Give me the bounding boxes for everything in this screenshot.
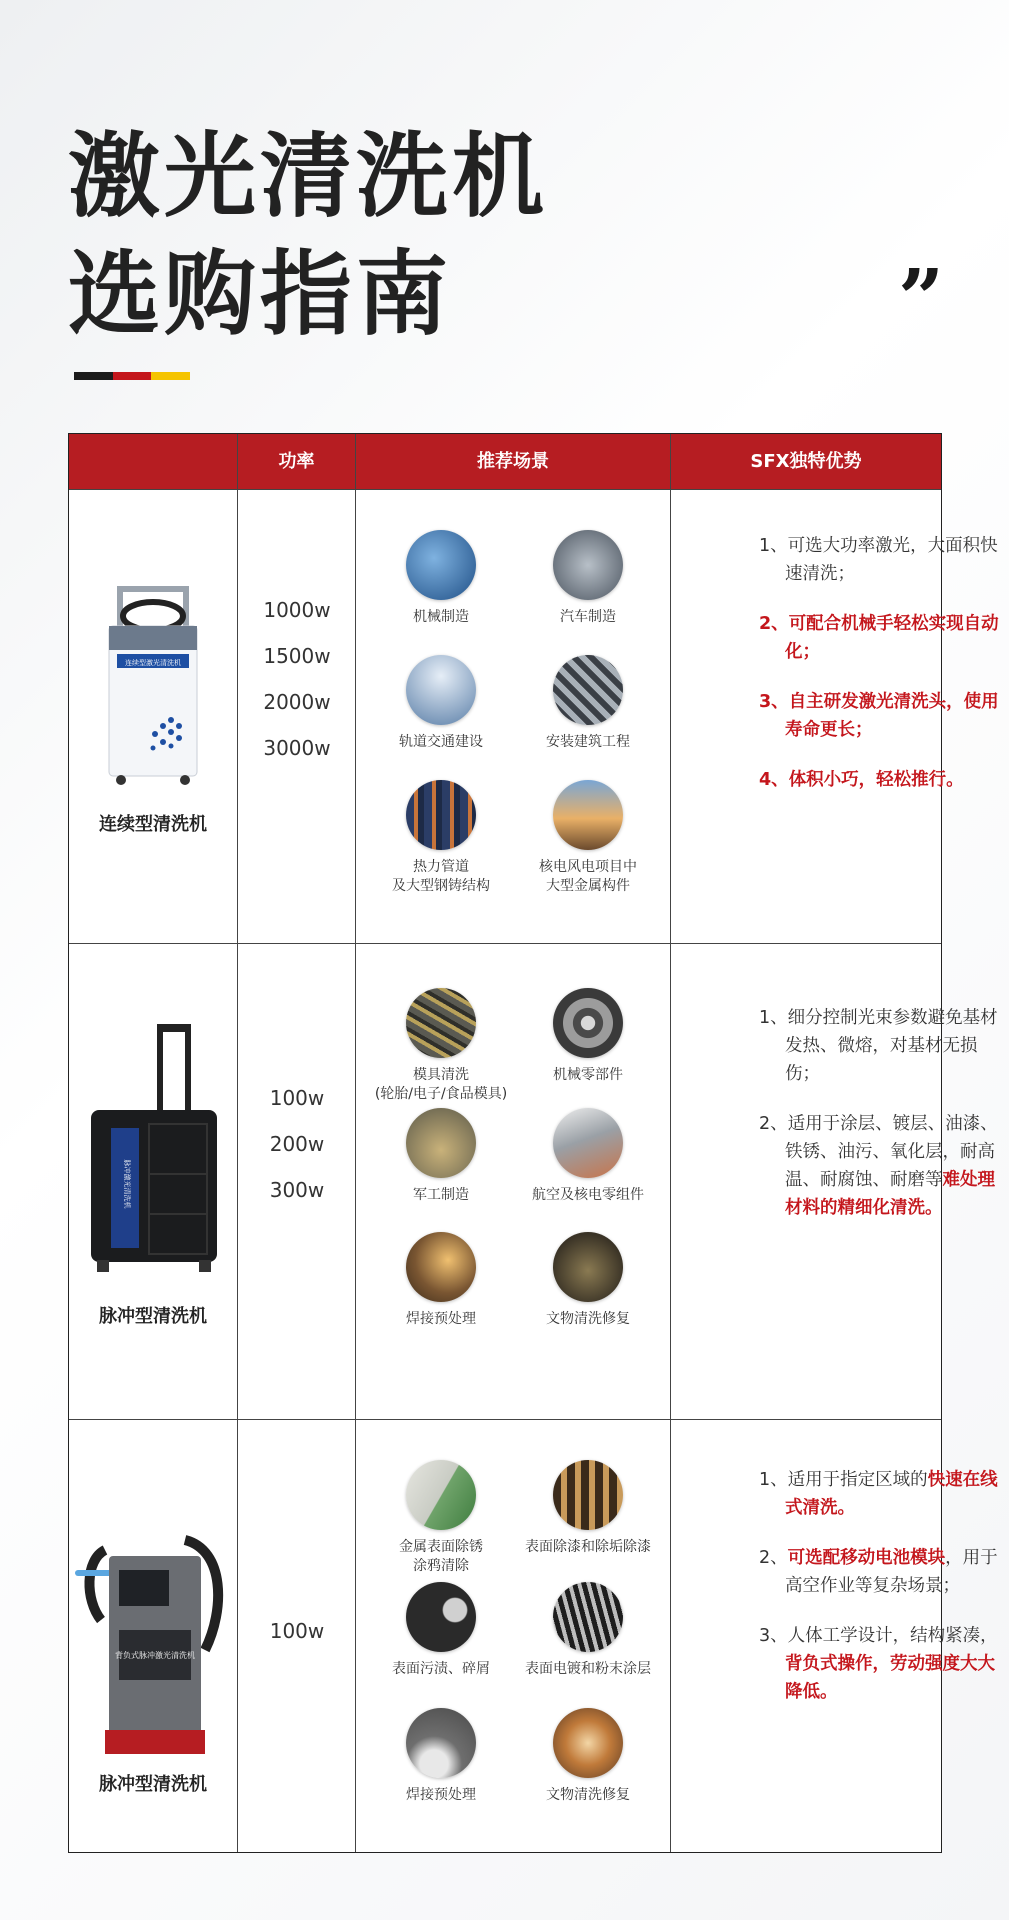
bearing-photo-icon: [553, 988, 623, 1058]
flag-stripe: [74, 372, 190, 380]
power-value: 100w: [269, 1086, 325, 1110]
advantages-list: [759, 532, 1009, 816]
machine-panel-text: 背负式脉冲激光清洗机: [115, 1651, 195, 1660]
scene-label: 文物清洗修复: [546, 1787, 630, 1803]
scene-label: 热力管道 及大型钢铸结构: [392, 859, 490, 894]
header-advantages: SFX独特优势: [750, 451, 862, 472]
coating-photo-icon: [553, 1582, 623, 1652]
welding-photo-icon: [406, 1232, 476, 1302]
cooling-tower-photo-icon: [553, 780, 623, 850]
scene-item: [513, 1582, 663, 1679]
advantage-item: 2、适用于涂层、镀层、油漆、铁锈、油污、氧化层，耐高温、耐腐蚀、耐磨等难处理材料的精细化清洗。: [759, 1114, 998, 1218]
military-photo-icon: [406, 1108, 476, 1178]
title-line-2: 选购指南: [68, 241, 453, 348]
scene-label: 航空及核电零组件: [532, 1187, 644, 1203]
scene-item: [513, 1708, 663, 1805]
table-row: [69, 1420, 998, 1852]
scene-item: [366, 655, 516, 752]
scene-label: 机械零部件: [553, 1067, 623, 1083]
scene-item: [366, 1460, 516, 1576]
relic-photo-icon: [553, 1232, 623, 1302]
car-assembly-photo-icon: [553, 530, 623, 600]
power-list: [238, 1075, 356, 1213]
flag-stripe-red: [113, 372, 152, 380]
power-value: 1500w: [263, 644, 331, 668]
scene-item: [366, 988, 516, 1104]
machine-name: 脉冲型清洗机: [99, 1306, 207, 1327]
advantage-item: 3、人体工学设计，结构紧凑，背负式操作，劳动强度大大降低。: [759, 1626, 998, 1702]
scene-item: [513, 530, 663, 627]
scene-label: 军工制造: [413, 1187, 469, 1203]
scene-label: 机械制造: [413, 609, 469, 625]
scene-item: [513, 655, 663, 752]
weld-seam-photo-icon: [406, 1708, 476, 1778]
advantage-item: 1、适用于指定区域的快速在线式清洗。: [759, 1470, 998, 1518]
machine-name: 连续型清洗机: [99, 814, 207, 835]
scene-label: 模具清洗 (轮胎/电子/食品模具): [374, 1067, 508, 1102]
advantage-item: 1、可选大功率激光，大面积快速清洗；: [759, 536, 998, 584]
advantages-list: [759, 1004, 1009, 1244]
scene-item: [513, 1460, 663, 1557]
advantage-item: 4、体积小巧，轻松推行。: [759, 770, 964, 790]
title-line-1: 激光清洗机: [68, 123, 549, 230]
power-value: 300w: [269, 1178, 325, 1202]
header-machine: [69, 434, 237, 489]
table-header: [69, 434, 941, 489]
power-value: 100w: [269, 1619, 325, 1643]
scene-label: 表面电镀和粉末涂层: [525, 1661, 651, 1677]
pulse-cleaner-case-icon: [91, 1024, 217, 1274]
advantage-item: 2、可选配移动电池模块，用于高空作业等复杂场景；: [759, 1548, 998, 1596]
pipeline-photo-icon: [406, 780, 476, 850]
table-row: [69, 490, 999, 943]
header-power: 功率: [278, 451, 315, 472]
power-value: 3000w: [263, 736, 331, 760]
scene-label: 金属表面除锈 涂鸦清除: [399, 1539, 483, 1574]
scene-item: [366, 1232, 516, 1329]
machine-panel-text: 脉冲激光清洗机: [123, 1159, 131, 1209]
scene-label: 文物清洗修复: [546, 1311, 630, 1327]
scene-item: [366, 780, 516, 896]
continuous-cleaner-machine-icon: [103, 586, 203, 786]
scene-item: [366, 1108, 516, 1205]
power-list: [238, 587, 356, 771]
table-row: [69, 944, 998, 1419]
scene-item: [366, 1708, 516, 1805]
power-value: 1000w: [263, 598, 331, 622]
mold-photo-icon: [406, 988, 476, 1058]
power-value: 200w: [269, 1132, 325, 1156]
paint-removal-photo-icon: [553, 1460, 623, 1530]
header-scenes: 推荐场景: [477, 451, 549, 472]
scene-label: 安装建筑工程: [546, 734, 630, 750]
page-title: [68, 118, 548, 354]
selection-table: [68, 433, 999, 1853]
quote-mark-icon: ”: [898, 251, 945, 345]
scene-label: 汽车制造: [560, 609, 616, 625]
pulse-cleaner-backpack-icon: [75, 1530, 231, 1760]
advantage-item: 2、可配合机械手轻松实现自动化；: [759, 614, 999, 662]
tire-photo-icon: [406, 1582, 476, 1652]
scene-label: 轨道交通建设: [399, 734, 483, 750]
scene-label: 表面污渍、碎屑: [392, 1661, 490, 1677]
steel-structure-photo-icon: [553, 655, 623, 725]
scene-label: 焊接预处理: [406, 1787, 476, 1803]
railway-photo-icon: [406, 655, 476, 725]
flag-stripe-yellow: [151, 372, 190, 380]
scene-label: 表面除漆和除垢除漆: [525, 1539, 651, 1555]
robot-arm-photo-icon: [406, 530, 476, 600]
scene-item: [366, 530, 516, 627]
scene-label: 焊接预处理: [406, 1311, 476, 1327]
power-list: [238, 1608, 356, 1654]
advantage-item: 3、自主研发激光清洗头，使用寿命更长；: [759, 692, 999, 740]
scene-item: [513, 1108, 663, 1205]
machine-name: 脉冲型清洗机: [99, 1774, 207, 1795]
scene-item: [513, 780, 663, 896]
power-value: 2000w: [263, 690, 331, 714]
flag-stripe-black: [74, 372, 113, 380]
relic-photo-2-icon: [553, 1708, 623, 1778]
scene-item: [366, 1582, 516, 1679]
scene-item: [513, 988, 663, 1085]
advantage-item: 1、细分控制光束参数避免基材发热、微熔，对基材无损伤；: [759, 1008, 998, 1084]
aircraft-photo-icon: [553, 1108, 623, 1178]
machine-panel-text: 连续型激光清洗机: [125, 659, 181, 667]
scene-label: 核电风电项目中 大型金属构件: [539, 859, 637, 894]
advantages-list: [759, 1466, 1009, 1728]
graffiti-photo-icon: [406, 1460, 476, 1530]
scene-item: [513, 1232, 663, 1329]
